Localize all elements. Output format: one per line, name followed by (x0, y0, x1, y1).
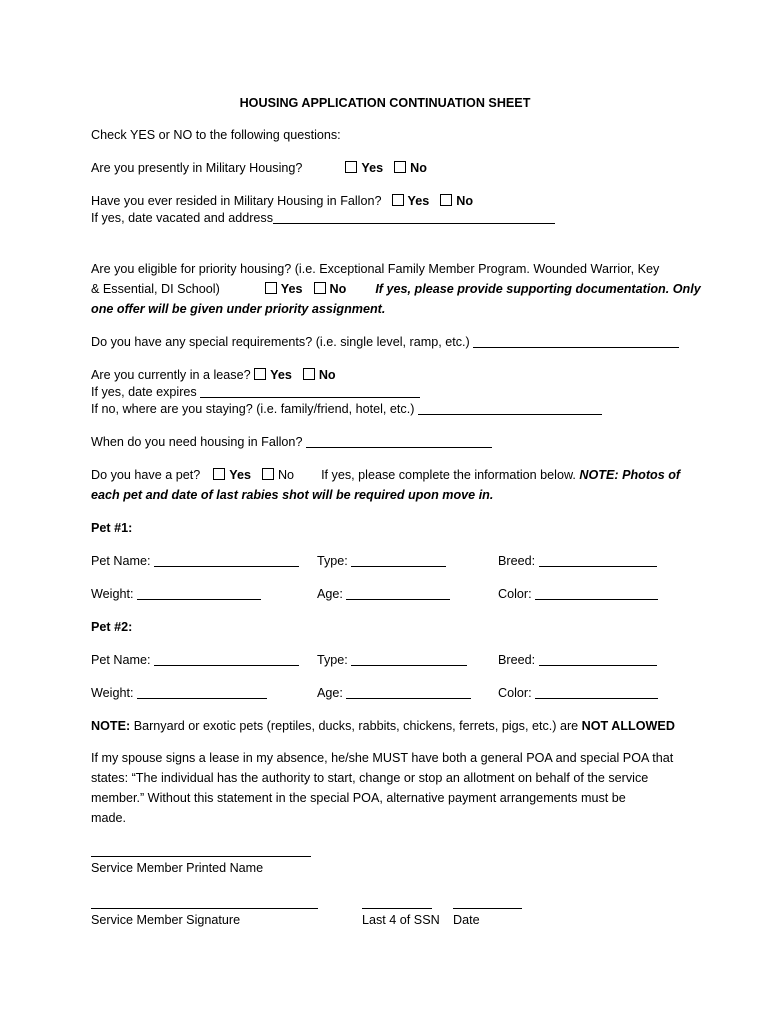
question-lease (91, 367, 336, 383)
lease-label: Are you currently in a lease? (91, 368, 251, 382)
note-label: NOTE: (91, 719, 131, 733)
date-line[interactable] (453, 908, 522, 909)
staying-label: If no, where are you staying? (i.e. family/friend, hotel, etc.) (91, 402, 415, 416)
pet2-weight-field[interactable] (137, 686, 267, 699)
military-housing-no-checkbox[interactable] (394, 161, 406, 173)
pet1-type-row (317, 553, 446, 569)
yes-label: Yes (280, 282, 303, 296)
pet2-color-field[interactable] (535, 686, 658, 699)
pet-label: Do you have a pet? (91, 468, 201, 482)
signature-line[interactable] (91, 908, 318, 909)
yes-label: Yes (229, 468, 251, 482)
pet1-heading: Pet #1: (91, 521, 133, 535)
priority-question-line1: Are you eligible for priority housing? (i.e. Exceptional Family Member Program. Wounded Warrior, Key (91, 262, 660, 276)
no-label: No (329, 282, 347, 296)
weight-label: Weight: (91, 686, 134, 700)
special-requirements-field[interactable] (473, 335, 679, 348)
resided-fallon-no-checkbox[interactable] (440, 194, 452, 206)
exotic-pets-note (91, 718, 675, 734)
lease-expires-field[interactable] (200, 385, 420, 398)
type-label: Type: (317, 653, 348, 667)
not-allowed-text: NOT ALLOWED (581, 719, 675, 733)
priority-question-label: & Essential, DI School) (91, 282, 220, 296)
date-vacated-field[interactable] (273, 211, 555, 224)
date-label: Date (453, 913, 480, 927)
no-label: No (318, 368, 336, 382)
breed-label: Breed: (498, 554, 536, 568)
pet1-age-row (317, 586, 450, 602)
pet2-type-field[interactable] (351, 653, 467, 666)
pet2-breed-row (498, 652, 657, 668)
page-title: HOUSING APPLICATION CONTINUATION SHEET (239, 96, 531, 110)
no-label: No (277, 468, 295, 482)
date-vacated-label: If yes, date vacated and address (91, 211, 274, 225)
pet-rabies-note: each pet and date of last rabies shot will be required upon move in. (91, 488, 494, 502)
pet-yes-checkbox[interactable] (213, 468, 225, 480)
pet1-age-field[interactable] (346, 587, 450, 600)
pet-photo-note: NOTE: Photos of (579, 468, 681, 482)
note-text: Barnyard or exotic pets (reptiles, ducks, rabbits, chickens, ferrets, pigs, etc.) are (133, 719, 579, 733)
breed-label: Breed: (498, 653, 536, 667)
when-housing-field[interactable] (306, 435, 492, 448)
lease-yes-checkbox[interactable] (254, 368, 266, 380)
color-label: Color: (498, 686, 532, 700)
pet1-weight-row (91, 586, 261, 602)
yes-label: Yes (270, 368, 292, 382)
no-label: No (456, 194, 474, 208)
printed-name-label: Service Member Printed Name (91, 861, 264, 875)
pet1-breed-field[interactable] (539, 554, 657, 567)
pet1-color-field[interactable] (535, 587, 658, 600)
question-resided-fallon (91, 193, 473, 209)
pet1-color-row (498, 586, 658, 602)
poa-paragraph-line2: states: “The individual has the authority to start, change or stop an allotment on behalf of the service (91, 771, 649, 785)
pet2-breed-field[interactable] (539, 653, 657, 666)
poa-paragraph-line4: made. (91, 811, 127, 825)
pet2-type-row (317, 652, 467, 668)
special-requirements-row (91, 334, 679, 350)
question-military-housing (91, 160, 427, 176)
weight-label: Weight: (91, 587, 134, 601)
color-label: Color: (498, 587, 532, 601)
no-label: No (410, 161, 427, 175)
yes-label: Yes (407, 194, 430, 208)
type-label: Type: (317, 554, 348, 568)
pet2-name-row (91, 652, 299, 668)
priority-yes-checkbox[interactable] (265, 282, 277, 294)
question-pet (91, 467, 680, 483)
special-requirements-label: Do you have any special requirements? (i.e. single level, ramp, etc.) (91, 335, 470, 349)
printed-name-line[interactable] (91, 856, 311, 857)
pet2-age-field[interactable] (346, 686, 471, 699)
yes-label: Yes (361, 161, 384, 175)
pet2-name-field[interactable] (154, 653, 299, 666)
poa-paragraph-line1: If my spouse signs a lease in my absence, he/she MUST have both a general POA and special POA that (91, 751, 674, 765)
pet2-heading: Pet #2: (91, 620, 133, 634)
priority-question-line2 (91, 281, 701, 297)
pet1-breed-row (498, 553, 657, 569)
pet1-type-field[interactable] (351, 554, 446, 567)
pet1-name-field[interactable] (154, 554, 299, 567)
when-housing-label: When do you need housing in Fallon? (91, 435, 303, 449)
lease-expires-row (91, 384, 420, 400)
pet2-color-row (498, 685, 658, 701)
pet-name-label: Pet Name: (91, 653, 151, 667)
pet-no-checkbox[interactable] (262, 468, 274, 480)
signature-label: Service Member Signature (91, 913, 241, 927)
question-label: Are you presently in Military Housing? (91, 161, 303, 175)
priority-no-checkbox[interactable] (314, 282, 326, 294)
pet1-name-row (91, 553, 299, 569)
pet2-age-row (317, 685, 471, 701)
age-label: Age: (317, 686, 343, 700)
pet2-weight-row (91, 685, 267, 701)
lease-expires-label: If yes, date expires (91, 385, 197, 399)
military-housing-yes-checkbox[interactable] (345, 161, 357, 173)
pet1-weight-field[interactable] (137, 587, 261, 600)
ssn-line[interactable] (362, 908, 432, 909)
pet-info-note: If yes, please complete the information below. (321, 468, 576, 482)
instructions: Check YES or NO to the following questions: (91, 128, 341, 142)
resided-fallon-yes-checkbox[interactable] (392, 194, 404, 206)
priority-assignment-note: one offer will be given under priority assignment. (91, 302, 386, 316)
priority-documentation-note: If yes, please provide supporting documentation. Only (375, 282, 701, 296)
age-label: Age: (317, 587, 343, 601)
date-vacated-row (91, 210, 555, 226)
poa-paragraph-line3: member.” Without this statement in the special POA, alternative payment arrangements must be (91, 791, 626, 805)
staying-row (91, 401, 602, 417)
lease-no-checkbox[interactable] (303, 368, 315, 380)
ssn-label: Last 4 of SSN (362, 913, 440, 927)
pet-name-label: Pet Name: (91, 554, 151, 568)
staying-field[interactable] (418, 402, 602, 415)
question-label: Have you ever resided in Military Housing in Fallon? (91, 194, 382, 208)
when-housing-row (91, 434, 492, 450)
